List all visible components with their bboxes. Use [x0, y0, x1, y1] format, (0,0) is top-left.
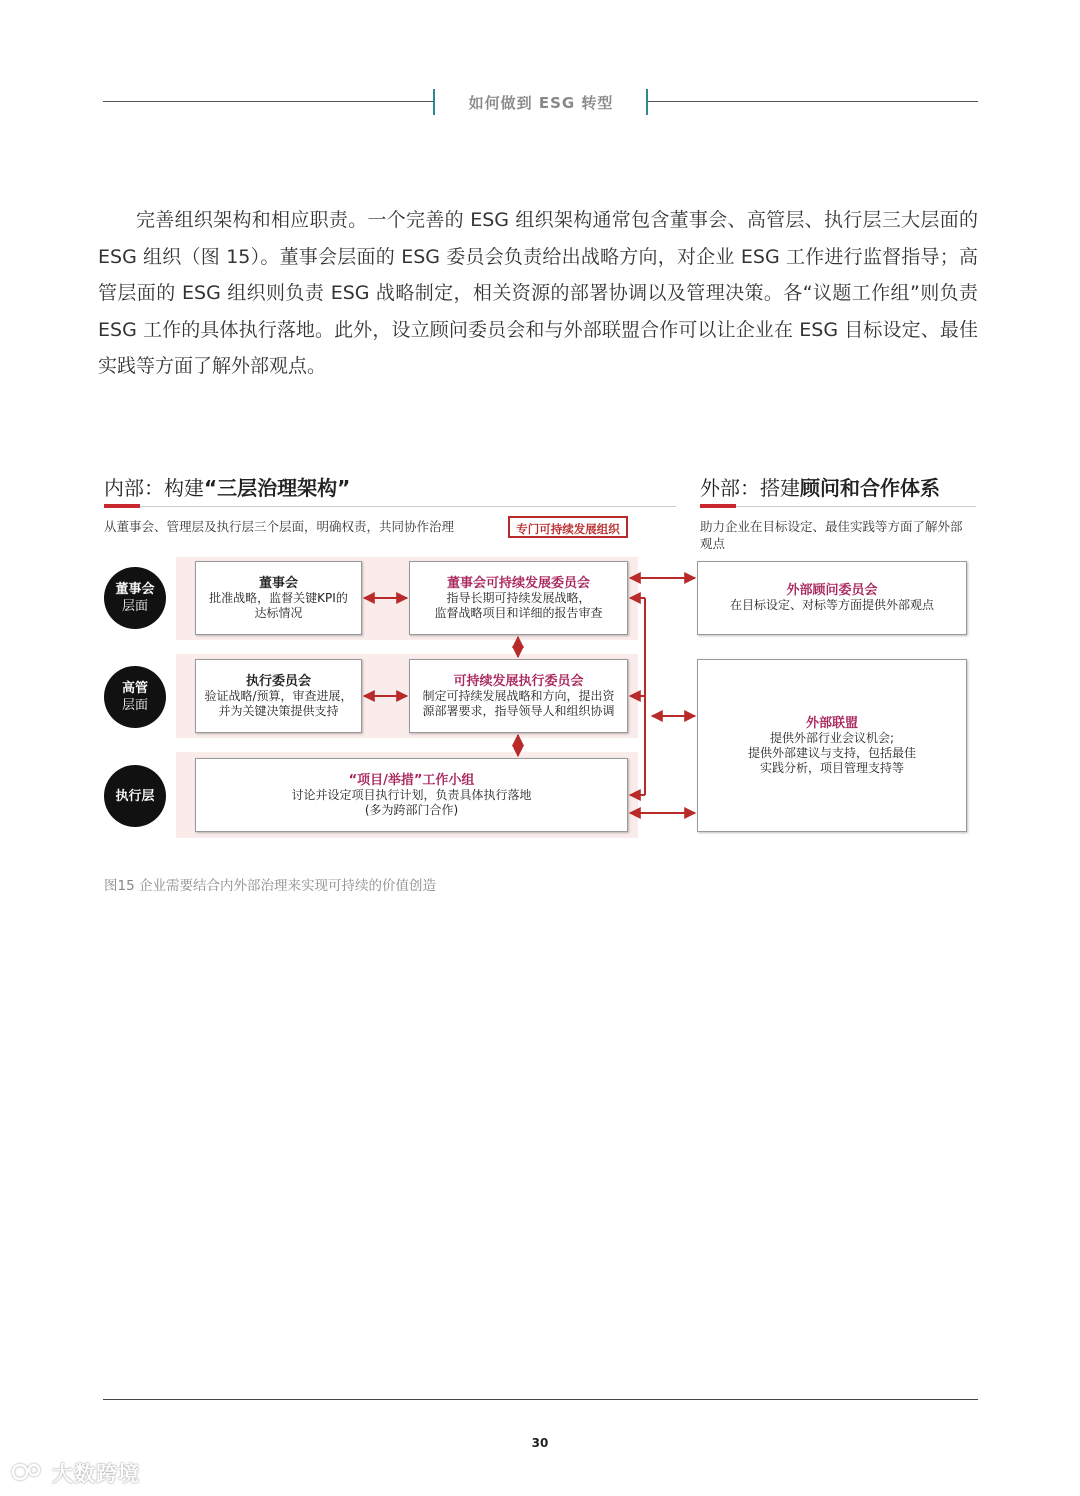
level-executive	[104, 666, 166, 728]
box-external-advisory	[697, 561, 967, 635]
external-subtitle: 助力企业在目标设定、最佳实践等方面了解外部观点	[700, 519, 963, 551]
box-board	[195, 561, 362, 635]
body-text: 完善组织架构和相应职责。一个完善的 ESG 组织架构通常包含董事会、高管层、执行层三大层面的 ESG 组织（图 15）。董事会层面的 ESG 委员会负责给出战略方向，对企业 ESG 工作进行监督指导；高管层面的 ESG 组织则负责 ESG 战略制定，相关资源的部署协调以及管理决策。各“议题工作组”则负责 ESG 工作的具体执行落地。此外，设立顾问委员会和与外部联盟合作可以让企业在 ESG 目标设定、最佳实践等方面了解外部观点。	[98, 209, 978, 377]
box-board-committee	[409, 561, 628, 635]
box-exec-committee-line2: 并为关键决策提供支持	[218, 703, 339, 718]
box-exec-committee-line1: 验证战略/预算，审查进展，	[204, 688, 353, 703]
box-external-advisory-line1: 在目标设定、对标等方面提供外部观点	[729, 598, 934, 612]
box-external-alliance-line3: 实践分析，项目管理支持等	[759, 760, 904, 775]
level-execution	[104, 765, 166, 827]
watermark-text: 大数跨境	[52, 1462, 140, 1486]
internal-rule	[104, 506, 676, 507]
internal-title	[104, 472, 350, 501]
header-title: 如何做到 ESG 转型	[468, 94, 614, 112]
box-working-group-line2: (多为跨部门合作)	[364, 802, 459, 817]
body-paragraph	[98, 202, 978, 385]
level-board-line2: 层面	[121, 599, 148, 614]
level-board-line1: 董事会	[115, 582, 155, 597]
sustainability-org-tag: 专门可持续发展组织	[508, 516, 628, 538]
header-rule-left	[103, 101, 433, 102]
box-working-group	[195, 758, 628, 832]
box-board-committee-line1: 指导长期可持续发展战略，	[446, 590, 591, 605]
box-external-alliance-title: 外部联盟	[805, 715, 858, 731]
level-executive-line1: 高管	[121, 681, 148, 696]
box-board-line2: 达标情况	[254, 605, 303, 620]
internal-red-bar	[104, 504, 140, 508]
box-exec-committee	[195, 659, 362, 733]
box-external-alliance	[697, 659, 967, 832]
figure-caption: 图15 企业需要结合内外部治理来实现可持续的价值创造	[104, 878, 436, 894]
box-external-advisory-title: 外部顾问委员会	[786, 583, 878, 598]
box-board-committee-title: 董事会可持续发展委员会	[446, 575, 590, 591]
box-board-committee-line2: 监督战略项目和详细的报告审查	[434, 605, 603, 620]
header-tick-left	[433, 89, 435, 115]
external-red-bar	[700, 504, 736, 508]
internal-title-bold: “三层治理架构”	[204, 476, 351, 500]
level-execution-line1: 执行层	[115, 788, 155, 804]
internal-title-prefix: 内部：构建	[104, 476, 204, 500]
watermark-logo-icon	[10, 1460, 46, 1484]
box-external-alliance-line1: 提供外部行业会议机会;	[769, 730, 895, 745]
header-tick-right	[646, 89, 648, 115]
box-exec-committee-title: 执行委员会	[245, 673, 311, 689]
box-board-title: 董事会	[258, 575, 298, 591]
box-sust-exec-title: 可持续发展执行委员会	[453, 673, 584, 689]
box-working-group-title: “项目/举措”工作小组	[348, 772, 475, 788]
external-title-prefix: 外部：搭建	[700, 476, 800, 500]
level-executive-line2: 层面	[121, 698, 148, 713]
header-rule-right	[648, 101, 978, 102]
box-sust-exec-line1: 制定可持续发展战略和方向，提出资	[422, 688, 615, 703]
internal-subtitle: 从董事会、管理层及执行层三个层面，明确权责，共同协作治理	[104, 519, 455, 534]
box-sust-exec-line2: 源部署要求，指导领导人和组织协调	[422, 703, 615, 718]
external-title	[700, 472, 940, 501]
box-board-line1: 批准战略，监督关键KPI的	[209, 590, 348, 605]
level-board	[104, 567, 166, 629]
box-working-group-line1: 讨论并设定项目执行计划，负责具体执行落地	[291, 787, 532, 802]
footer-rule	[103, 1399, 978, 1400]
external-title-bold: 顾问和合作体系	[800, 476, 940, 500]
box-external-alliance-line2: 提供外部建议与支持，包括最佳	[747, 745, 916, 760]
external-rule	[700, 506, 976, 507]
box-sust-exec	[409, 659, 628, 733]
page-number: 30	[531, 1436, 549, 1450]
